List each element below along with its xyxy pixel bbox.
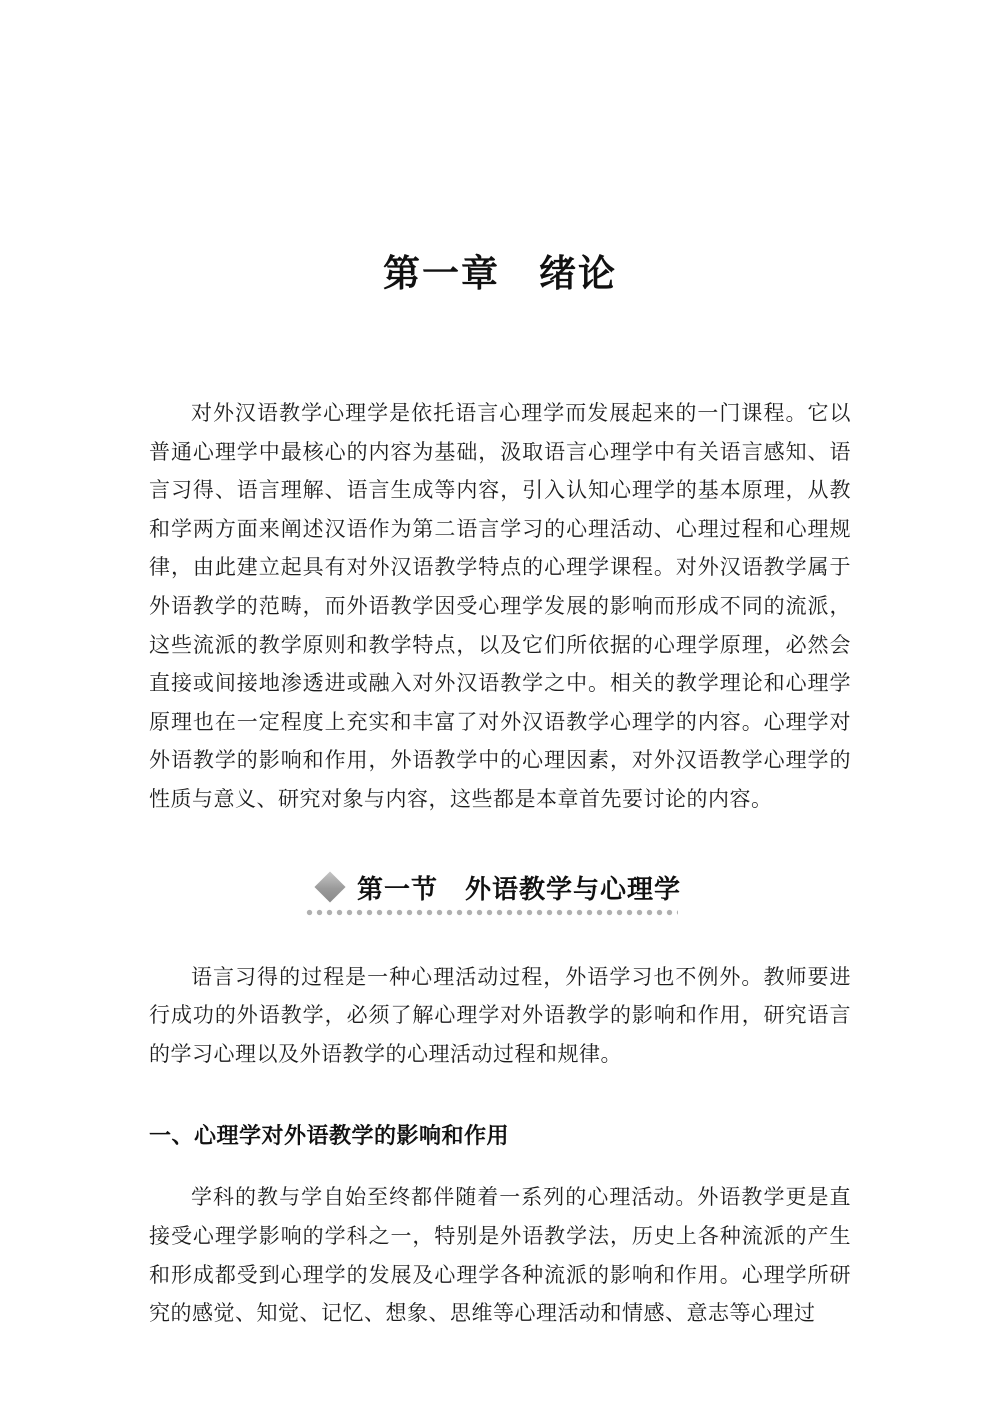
section-intro-paragraph: 语言习得的过程是一种心理活动过程，外语学习也不例外。教师要进行成功的外语教学，必须了解心理学对外语教学的影响和作用，研究语言的学习心理以及外语教学的心理活动过程和规律。	[149, 964, 851, 1066]
page-content	[149, 0, 851, 1333]
section-heading-row	[319, 869, 681, 906]
subsection-heading: 一、心理学对外语教学的影响和作用	[149, 1123, 510, 1149]
chapter-title: 第一章 绪论	[383, 254, 617, 295]
dotted-underline	[306, 909, 678, 916]
section-heading-block	[149, 869, 851, 916]
section-heading: 第一节 外语教学与心理学	[356, 873, 681, 904]
diamond-icon	[314, 871, 345, 902]
subsection-paragraph: 学科的教与学自始至终都伴随着一系列的心理活动。外语教学更是直接受心理学影响的学科之一，特别是外语教学法，历史上各种流派的产生和形成都受到心理学的发展及心理学各种流派的影响和作用。心理学所研究的感觉、知觉、记忆、想象、思维等心理活动和情感、意志等心理过	[149, 1185, 851, 1326]
intro-paragraph: 对外汉语教学心理学是依托语言心理学而发展起来的一门课程。它以普通心理学中最核心的内容为基础，汲取语言心理学中有关语言感知、语言习得、语言理解、语言生成等内容，引入认知心理学的基本原理，从教和学两方面来阐述汉语作为第二语言学习的心理活动、心理过程和心理规律，由此建立起具有对外汉语教学特点的心理学课程。对外汉语教学属于外语教学的范畴，而外语教学因受心理学发展的影响而形成不同的流派，这些流派的教学原则和教学特点，以及它们所依据的心理学原理，必然会直接或间接地渗透进或融入对外汉语教学之中。相关的教学理论和心理学原理也在一定程度上充实和丰富了对外汉语教学心理学的内容。心理学对外语教学的影响和作用，外语教学中的心理因素，对外汉语教学心理学的性质与意义、研究对象与内容，这些都是本章首先要讨论的内容。	[149, 401, 851, 811]
